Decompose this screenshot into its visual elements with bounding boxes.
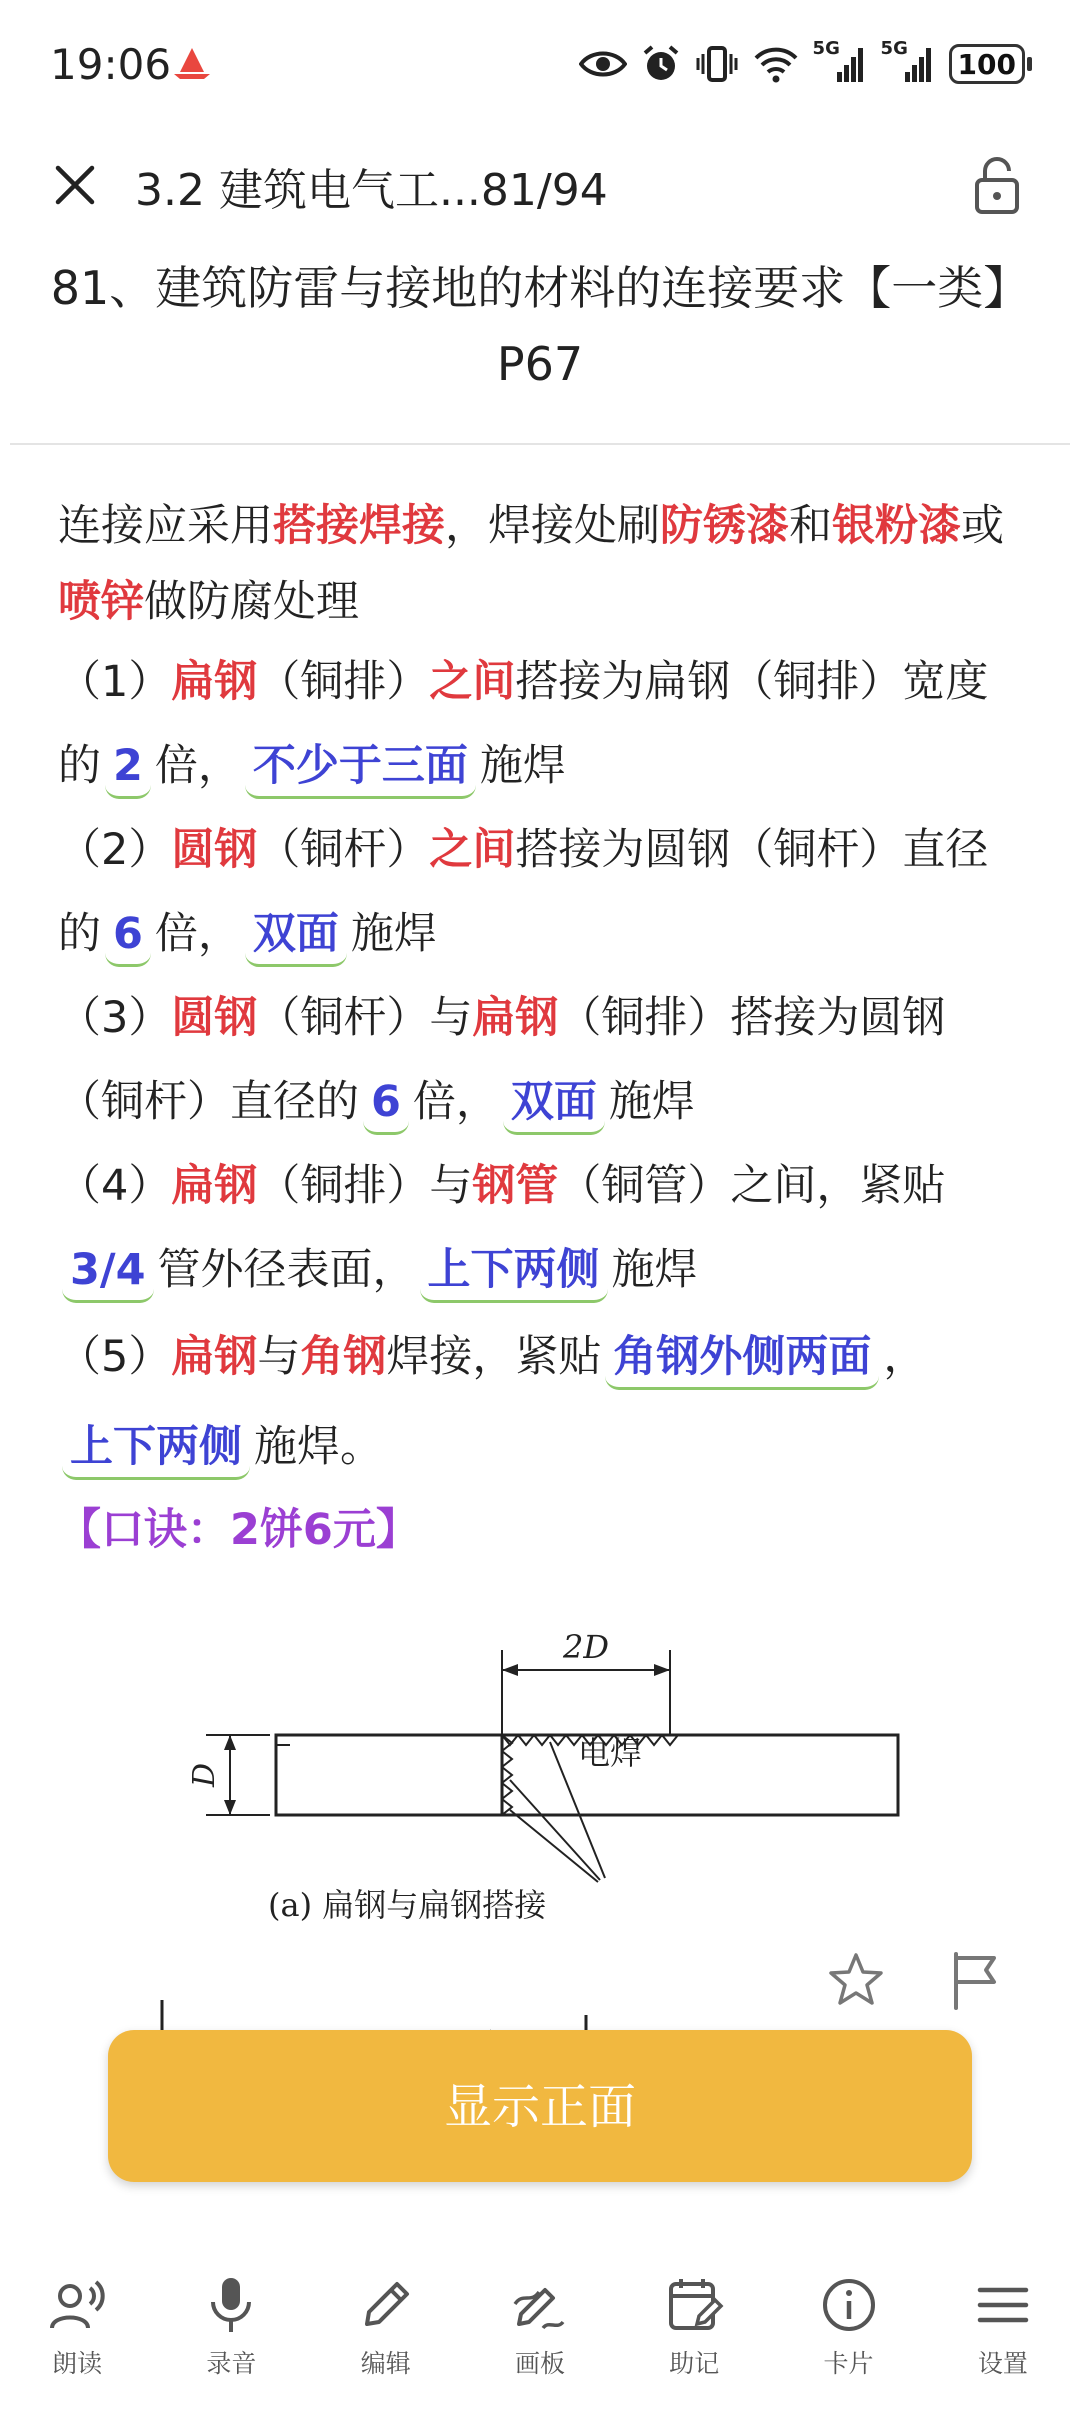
drawing-board-icon xyxy=(509,2274,571,2336)
deck-title: 3.2 建筑电气工...81/94 xyxy=(135,165,608,216)
bottom-toolbar xyxy=(0,2262,1080,2412)
status-bar xyxy=(0,0,1080,130)
dim-2d-label: 2D xyxy=(562,1628,610,1666)
tool-read-aloud[interactable]: 朗读 xyxy=(0,2262,154,2412)
calendar-edit-icon xyxy=(663,2274,725,2336)
battery-indicator: 100 xyxy=(949,44,1032,84)
cloze-answer: 6 xyxy=(105,904,151,967)
cloze-answer: 上下两侧 xyxy=(420,1240,608,1303)
tool-settings[interactable]: 设置 xyxy=(926,2262,1080,2412)
item-5: （5）扁钢与角钢焊接，紧贴 角钢外侧两面 ，上下两侧 施焊。 xyxy=(58,1312,1028,1492)
dim-d-label: D xyxy=(187,1762,222,1788)
card-progress: 81/94 xyxy=(480,165,608,216)
star-icon[interactable] xyxy=(826,1950,886,2010)
eye-icon xyxy=(579,48,627,80)
wifi-icon xyxy=(753,44,799,84)
card-content xyxy=(58,488,1028,1568)
cloze-answer: 双面 xyxy=(245,904,347,967)
lock-icon[interactable] xyxy=(972,154,1022,216)
cloze-answer: 角钢外侧两面 xyxy=(605,1327,879,1390)
tool-record[interactable]: 录音 xyxy=(154,2262,308,2412)
alarm-icon xyxy=(641,44,681,84)
item-2: （2）圆钢（铜杆）之间搭接为圆钢（铜杆）直径的 6 倍， 双面 施焊 xyxy=(58,808,1028,976)
menu-icon xyxy=(972,2274,1034,2336)
read-aloud-icon xyxy=(46,2274,108,2336)
cloze-answer: 3/4 xyxy=(62,1240,154,1303)
divider xyxy=(10,443,1070,445)
item-3: （3）圆钢（铜杆）与扁钢（铜排）搭接为圆钢（铜杆）直径的 6 倍， 双面 施焊 xyxy=(58,976,1028,1144)
item-1: （1）扁钢（铜排）之间搭接为扁钢（铜排）宽度的 2 倍， 不少于三面 施焊 xyxy=(58,640,1028,808)
cellular-signal-2: 5G xyxy=(881,44,935,84)
info-icon xyxy=(818,2274,880,2336)
cloze-answer: 2 xyxy=(105,736,151,799)
weld-label: 电焊 xyxy=(578,1734,643,1772)
cloze-answer: 上下两侧 xyxy=(62,1417,250,1480)
cellular-signal-1: 5G xyxy=(813,44,867,84)
tool-mnemonic[interactable]: 助记 xyxy=(617,2262,771,2412)
clock: 19:06 xyxy=(50,40,172,89)
intro-paragraph: 连接应采用搭接焊接，焊接处刷防锈漆和银粉漆或喷锌做防腐处理 xyxy=(58,501,1004,627)
cloze-answer: 双面 xyxy=(503,1072,605,1135)
show-front-button[interactable]: 显示正面 xyxy=(108,2030,972,2182)
weld-diagram xyxy=(150,1620,950,2080)
microphone-icon xyxy=(200,2274,262,2336)
top-nav xyxy=(0,140,1080,230)
cloze-answer: 6 xyxy=(363,1072,409,1135)
close-icon[interactable] xyxy=(52,162,98,208)
mnemonic: 【口诀：2饼6元】 xyxy=(58,1505,419,1555)
tool-card-info[interactable]: 卡片 xyxy=(771,2262,925,2412)
figure-caption: (a) 扁钢与扁钢搭接 xyxy=(268,1886,547,1924)
vibrate-icon xyxy=(695,44,739,84)
flag-icon[interactable] xyxy=(948,1950,1002,2010)
question-title: 81、建筑防雷与接地的材料的连接要求【一类】P67 xyxy=(50,261,1030,391)
app-notification-icon xyxy=(172,46,212,84)
item-4: （4）扁钢（铜排）与钢管（铜管）之间，紧贴3/4 管外径表面， 上下两侧 施焊 xyxy=(58,1144,1028,1312)
pencil-icon xyxy=(355,2274,417,2336)
tool-edit[interactable]: 编辑 xyxy=(309,2262,463,2412)
cloze-answer: 不少于三面 xyxy=(245,736,476,799)
tool-drawing-board[interactable]: 画板 xyxy=(463,2262,617,2412)
